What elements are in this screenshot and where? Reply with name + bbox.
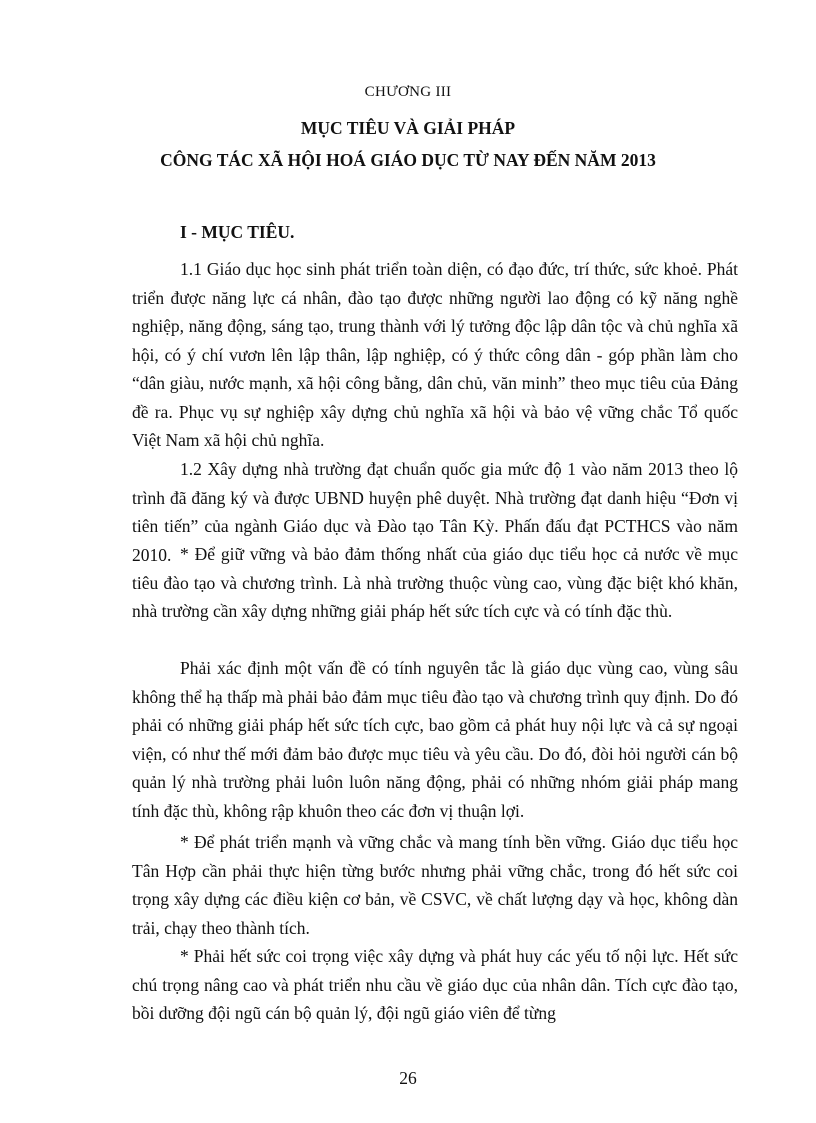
paragraph-1-2: 1.2 Xây dựng nhà trường đạt chuẩn quốc gia mức độ 1 vào năm 2013 theo lộ trình đã đăng ký và được UBND huyện phê duyệt. Nhà trường đạt danh hiệu “Đơn vị tiên tiến” của ngành Giáo dục và Đào tạo Tân Kỳ. Phấn đấu đạt PCTHCS vào năm 2010. bbox=[132, 459, 738, 565]
chapter-title-line1: MỤC TIÊU VÀ GIẢI PHÁP bbox=[300, 118, 516, 138]
page-number: 26 bbox=[399, 1068, 417, 1088]
paragraph-1-1: 1.1 Giáo dục học sinh phát triển toàn diện, có đạo đức, trí thức, sức khoẻ. Phát triển được năng lực cá nhân, đào tạo được những người lao động có kỹ năng nghề nghiệp, năng động, sáng tạo, trung thành với lý tưởng độc lập dân tộc và chủ nghĩa xã hội, có ý chí vươn lên lập thân, lập nghiệp, có ý thức công dân - góp phần làm cho “dân giàu, nước mạnh, xã hội công bằng, dân chủ, văn minh” theo mục tiêu của Đảng đề ra. Phục vụ sự nghiệp xây dựng chủ nghĩa xã hội và bảo vệ vững chắc Tổ quốc Việt Nam xã hội chủ nghĩa. bbox=[132, 259, 738, 450]
chapter-label: CHƯƠNG III bbox=[364, 84, 452, 100]
section-heading: I - MỤC TIÊU. bbox=[180, 222, 295, 242]
paragraph-principle: Phải xác định một vấn đề có tính nguyên tắc là giáo dục vùng cao, vùng sâu không thể hạ thấp mà phải bảo đảm mục tiêu đào tạo và chương trình quy định. Do đó phải có những giải pháp hết sức tích cực, bao gồm cả phát huy nội lực và cả sự ngoại viện, có như thế mới đảm bảo được mục tiêu và yêu cầu. Do đó, đòi hỏi người cán bộ quản lý nhà trường phải luôn luôn năng động, phải có những nhóm giải pháp mang tính đặc thù, không rập khuôn theo các đơn vị thuận lợi. bbox=[132, 658, 738, 821]
paragraph-note-3: * Phải hết sức coi trọng việc xây dựng và phát huy các yếu tố nội lực. Hết sức chú trọng nâng cao và phát triển nhu cầu về giáo dục của nhân dân. Tích cực đào tạo, bồi dưỡng đội ngũ cán bộ quản lý, đội ngũ giáo viên để từng bbox=[132, 946, 738, 1023]
paragraph-note-1: * Để giữ vững và bảo đảm thống nhất của giáo dục tiểu học cả nước về mục tiêu đào tạo và chương trình. Là nhà trường thuộc vùng cao, vùng đặc biệt khó khăn, nhà trường cần xây dựng những giải pháp hết sức tích cực và có tính đặc thù. bbox=[132, 544, 738, 621]
paragraph-note-2: * Để phát triển mạnh và vững chắc và mang tính bền vững. Giáo dục tiểu học Tân Hợp cần phải thực hiện từng bước nhưng phải vững chắc, trong đó hết sức coi trọng xây dựng các điều kiện cơ bản, về CSVC, về chất lượng dạy và học, không dàn trải, chạy theo thành tích. bbox=[132, 832, 738, 938]
chapter-title-line2: CÔNG TÁC XÃ HỘI HOÁ GIÁO DỤC TỪ NAY ĐẾN NĂM 2013 bbox=[160, 150, 656, 170]
